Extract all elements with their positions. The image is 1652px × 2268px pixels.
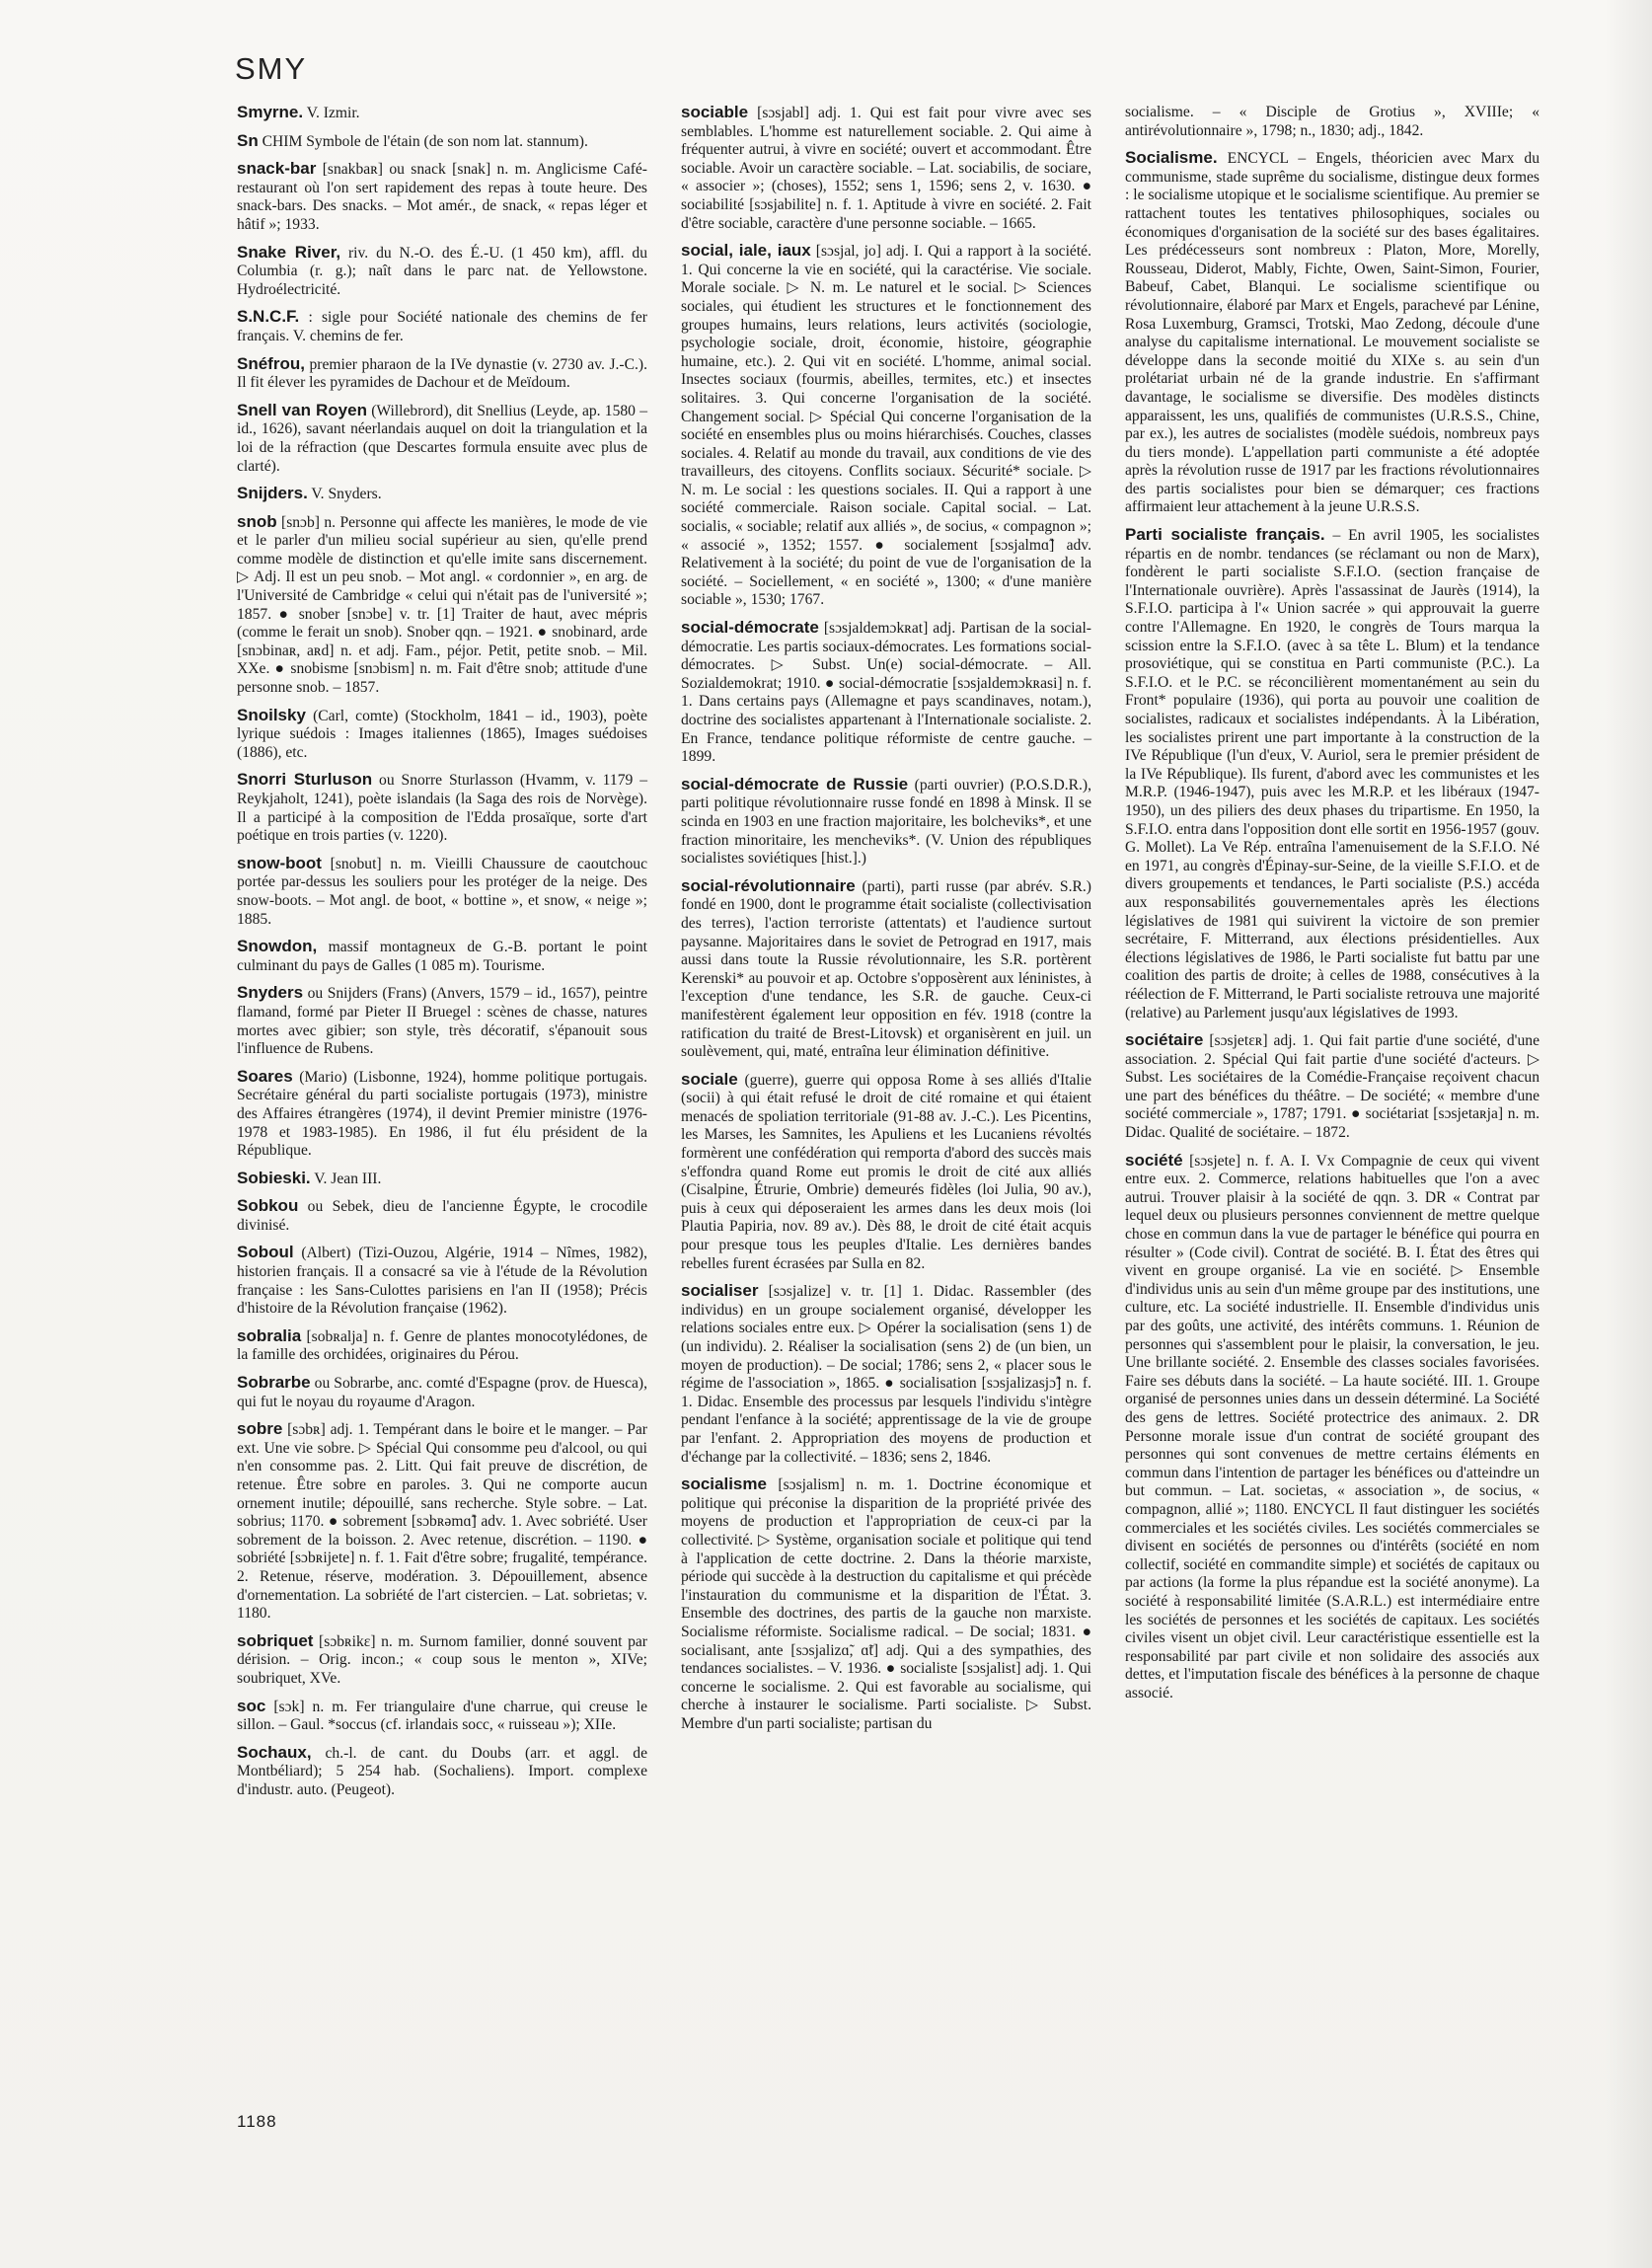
column-3 xyxy=(1125,104,1539,1711)
definition: premier pharaon de la IVe dynastie (v. 2730 av. J.-C.). Il fit élever les pyramides de Dachour et de Meïdoum. xyxy=(237,355,647,392)
dictionary-entry xyxy=(681,877,1091,1062)
dictionary-entry xyxy=(237,1068,647,1161)
headword: S.N.C.F. xyxy=(237,307,300,327)
headword: sobre xyxy=(237,1419,283,1439)
headword: social, iale, iaux xyxy=(681,241,811,261)
definition: [sɔsjete] n. f. A. I. Vx Compagnie de ceux qui vivent entre eux. 2. Commerce, relations habituelles que l'on a avec autrui. Trouver plaisir à la société de qqn. 3. DR « Contrat par lequel deux ou plusieurs personnes conviennent de mettre quelque chose en commun dans la vue de partager le bénéfice qui pourra en résulter » (Code civil). Contrat de société. B. I. État des êtres qui vivent en groupe organisé. La vie en société. ▷ Ensemble d'individus unis au sein d'un même groupe par des institutions, une culture, etc. La société industrielle. II. Ensemble d'individus unis par des goûts, une activité, des intérêts communs. 1. Réunion de personnes qui s'assemblent pour le plaisir, la conversation, le jeu. Une brillante société. 2. Ensemble des classes sociales favorisées. Faire ses débuts dans la société. – La haute société. III. 1. Groupe organisé de personnes unies dans un dessein déterminé. La Société des gens de lettres. Société protectrice des animaux. 2. DR Personne morale issue d'un contrat de société groupant des personnes qui sont convenues de mettre certains éléments en commun dans l'intention de partager les bénéfices ou d'atteindre un but commun. – Lat. societas, « association », de socius, « compagnon, allié »; 1180. ENCYCL Il faut distinguer les sociétés commerciales et les sociétés civiles. Les sociétés commerciales se divisent en sociétés de personnes ou d'intérêts (société en nom collectif, société en commandite simple) et sociétés de capitaux ou par actions (la forme la plus répandue est la société anonyme). La société à responsabilité limitée (S.A.R.L.) est intermédiaire entre les sociétés de personnes et les sociétés de capitaux. Les sociétés civiles visent un objet civil. Leur caractéristique essentielle est la responsabilité par part civile et non solidaire des associés aux dettes, et l'imputation fiscale des bénéfices à la personne de chaque associé. xyxy=(1125,1152,1539,1701)
dictionary-entry xyxy=(681,776,1091,869)
dictionary-entry xyxy=(237,771,647,845)
dictionary-entry xyxy=(681,104,1091,233)
headword: Snyders xyxy=(237,983,304,1003)
dictionary-entry xyxy=(237,513,647,698)
dictionary-entry xyxy=(237,855,647,929)
headword: socialiser xyxy=(681,1281,759,1301)
dictionary-entry xyxy=(237,1632,647,1689)
dictionary-entry xyxy=(237,1327,647,1365)
dictionary-entry xyxy=(237,1420,647,1624)
running-head: SMY xyxy=(235,51,308,86)
dictionary-entry xyxy=(237,707,647,763)
headword: Sobkou xyxy=(237,1196,299,1216)
definition: [sɔsjalize] v. tr. [1] 1. Didac. Rassembler (des individus) en un groupe socialement organisé, développer les relations sociales entre eux. ▷ Opérer la socialisation (sens 1) de (un individu). 2. Réaliser la socialisation (sens 2) de (un bien, un moyen de production). – De social; 1786; sens 2, « placer sous le régime de l'association », 1865. ● socialisation [sɔsjalizasjɔ̃] n. f. 1. Didac. Ensemble des processus par lesquels l'individu s'intègre pendant l'enfance à la société; apprentissage de la vie de groupe par l'enfant. 2. Appropriation des moyens de production et d'échange par la collectivité. – 1836; sens 2, 1846. xyxy=(681,1283,1091,1466)
dictionary-entry xyxy=(237,984,647,1058)
definition: massif montagneux de G.-B. portant le point culminant du pays de Galles (1 085 m). Tourisme. xyxy=(237,939,647,974)
dictionary-entry xyxy=(1125,104,1539,140)
definition: ENCYCL – Engels, théoricien avec Marx du communisme, stade suprême du socialisme, distingue deux formes : le socialisme utopique et le socialisme scientifique. Au premier se rattachent toutes les tentatives philosophiques, sociales ou économiques d'organisation de la société sur des bases égalitaires. Les prédécesseurs sont nombreux : Platon, More, Morelly, Rousseau, Diderot, Mably, Fichte, Owen, Saint-Simon, Fourier, Babeuf, Cabet, Blanqui. Le socialisme scientifique ou révolutionnaire, élaboré par Marx et Engels, parachevé par Lénine, Rosa Luxemburg, Gramsci, Trotski, Mao Zedong, découle d'une analyse du capitalisme international. Le mouvement socialiste se développe dans la seconde moitié du XIXe s. au sein d'un prolétariat urbain né de la grande industrie. En s'affirmant davantage, le socialisme se diversifie. Des modèles distincts apparaissent, les uns, qualifiés de communistes (U.R.S.S., Chine, par ex.), les autres de socialistes (modèle suédois, nombreux pays du tiers monde). L'appellation parti communiste a été adoptée après la révolution russe de 1917 par les fractions révolutionnaires des partis socialistes pour bien se démarquer; ces fractions affirmaient leur attachement à la jeune U.R.S.S. xyxy=(1125,150,1539,516)
definition: (parti), parti russe (par abrév. S.R.) fondé en 1900, dont le programme était socialiste (collectivisation des terres), l'action terroriste (attentats) et l'audience surtout paysanne. Majoritaires dans le soviet de Petrograd en 1917, mais aussi dans toute la Russie révolutionnaire, les S.R. portèrent Kerenski* au pouvoir et ap. Octobre s'opposèrent aux léninistes, à l'exception d'une tendance, les S.R. de gauche. Ceux-ci manifestèrent également leur opposition en fév. 1918 (contre la ratification du traité de Brest-Litovsk) et organisèrent en juil. un soulèvement, qui, maté, entraîna leur élimination définitive. xyxy=(681,877,1091,1061)
definition: (Willebrord), dit Snellius (Leyde, ap. 1580 – id., 1626), savant néerlandais auquel on doit la triangulation et la loi de la réfraction (que Descartes formula ensuite avec plus de clarté). xyxy=(237,402,647,475)
definition: socialisme. – « Disciple de Grotius », XVIIIe; « antirévolutionnaire », 1798; n., 1830; adj., 1842. xyxy=(1125,104,1539,139)
headword: Snowdon, xyxy=(237,937,318,956)
dictionary-entry xyxy=(1125,1152,1539,1703)
definition: (parti ouvrier) (P.O.S.D.R.), parti politique révolutionnaire russe fondé en 1898 à Minsk. Il se scinda en 1903 en une fraction majoritaire, les bolcheviks*, et une fraction minoritaire, les mencheviks*. (V. Union des républiques socialistes soviétiques [hist.].) xyxy=(681,776,1091,868)
dictionary-entry xyxy=(237,1197,647,1235)
headword: soc xyxy=(237,1696,266,1715)
column-1 xyxy=(237,104,647,1809)
definition: riv. du N.-O. des É.-U. (1 450 km), affl. du Columbia (r. g.); naît dans le parc nat. de Yellowstone. Hydroélectricité. xyxy=(237,244,648,298)
dictionary-entry xyxy=(681,1282,1091,1467)
definition: [sɔsjaldemɔkʀat] adj. Partisan de la social-démocratie. Les partis sociaux-démocrates. Les formations social-démocrates. ▷ Subst. Un(e) social-démocrate. – All. Sozialdemokrat; 1910. ● social-démocratie [sɔsjaldemɔkʀasi] n. f. 1. Dans certains pays (Allemagne et pays scandinaves, notam.), doctrine des socialistes appartenant à l'Internationale socialiste. 2. En France, tendance politique réformiste de centre gauche. – 1899. xyxy=(681,620,1091,766)
dictionary-entry xyxy=(681,1475,1091,1733)
headword: Snijders. xyxy=(237,484,308,503)
definition: (Carl, comte) (Stockholm, 1841 – id., 1903), poète lyrique suédois : Images italiennes (1865), Images suédoises (1886), etc. xyxy=(237,707,647,761)
definition: ou Sobrarbe, anc. comté d'Espagne (prov. de Huesca), qui fut le noyau du royaume d'Aragon. xyxy=(237,1375,647,1410)
headword: Snake River, xyxy=(237,242,341,262)
dictionary-entry xyxy=(237,132,647,152)
dictionary-entry xyxy=(237,1374,647,1411)
headword: snob xyxy=(237,511,277,531)
definition: [sobʀalja] n. f. Genre de plantes monocotylédones, de la famille des orchidées, originaires du Pérou. xyxy=(237,1327,647,1364)
definition: CHIM Symbole de l'étain (de son nom lat. stannum). xyxy=(258,132,588,150)
definition: – En avril 1905, les socialistes répartis en de nombr. tendances (se réclamant ou non de Marx), fondèrent le parti socialiste S.F.I.O. (section française de l'Internationale ouvrière). Après l'assassinat de Jaurès (1914), la S.F.I.O. participa à l'« Union sacrée » qui approuvait la guerre contre l'Allemagne. En 1920, le congrès de Tours marqua la scission entre la S.F.I.O. (avec à sa tête L. Blum) et la tendance prosoviétique, qui se constitua en Parti communiste (P.C.). La S.F.I.O. et le P.C. se réconcilièrent momentanément au sein du Front* populaire (1936), qui porta au pouvoir une coalition de socialistes, radicaux et socialistes indépendants. À la Libération, les socialistes prirent une part importante à la construction de la IVe République (l'un d'eux, V. Auriol, sera le premier président de la IVe République). Ils furent, d'abord avec les communistes et les M.R.P. (1946-1947), puis avec les M.R.P. et les libéraux (1947-1950), un des piliers des deux phases du tripartisme. En 1950, la S.F.I.O. entra dans l'opposition dont elle sortit en 1956-1957 (gouv. G. Mollet). La Ve Rép. entraîna l'amenuisement de la S.F.I.O. Né en 1971, au congrès d'Épinay-sur-Seine, de la vieille S.F.I.O. et de divers groupements et tendances, le Parti socialiste (P.S.) accéda aux responsabilités gouvernementales après les élections législatives de 1981 qui suivirent la victoire de son premier secrétaire, F. Mitterrand, aux élections présidentielles. Aux élections législatives de 1986, le Parti socialiste fut battu par une coalition des partis de droite; à celles de 1988, consécutives à la réélection de F. Mitterrand, le Parti socialiste retrouva une majorité (relative) au Parlement jusqu'aux législatives de 1993. xyxy=(1125,527,1539,1021)
dictionary-entry xyxy=(237,1170,647,1189)
page-number: 1188 xyxy=(237,2112,277,2131)
definition: V. Izmir. xyxy=(303,105,360,121)
column-2 xyxy=(681,104,1091,1742)
headword: snack-bar xyxy=(237,159,317,179)
dictionary-entry xyxy=(681,242,1091,610)
dictionary-entry xyxy=(237,160,647,234)
headword: Smyrne. xyxy=(237,103,304,121)
dictionary-entry xyxy=(237,244,647,300)
headword: social-démocrate xyxy=(681,618,819,638)
headword: Socialisme. xyxy=(1125,148,1218,168)
headword: Snell van Royen xyxy=(237,400,367,419)
headword: Snéfrou, xyxy=(237,353,305,373)
definition: [sɔk] n. m. Fer triangulaire d'une charrue, qui creuse le sillon. – Gaul. *soccus (cf. irlandais socc, « ruisseau »); XIIe. xyxy=(237,1698,647,1734)
definition: [snɔb] n. Personne qui affecte les manières, le mode de vie et le parler d'un milieu social supérieur au sien, qu'elle prend comme modèle de distinction et qu'elle imite sans discernement. ▷ Adj. Il est un peu snob. – Mot angl. « cordonnier », en arg. de l'Université de Cambridge « celui qui n'était pas de l'université »; 1857. ● snober [snɔbe] v. tr. [1] Traiter de haut, avec mépris (comme le ferait un snob). Snober qqn. – 1921. ● snobinard, arde [snɔbinaʀ, aʀd] n. et adj. Fam., péjor. Petit, petite snob. – Mil. XXe. ● snobisme [snɔbism] n. m. Fait d'être snob; attitude d'une personne snob. – 1857. xyxy=(237,513,647,697)
dictionary-entry xyxy=(237,938,647,975)
dictionary-entry xyxy=(1125,526,1539,1022)
dictionary-entry xyxy=(237,1744,647,1800)
definition: [sɔsjalism] n. m. 1. Doctrine économique et politique qui préconise la disparition de la propriété privée des moyens de production et l'appropriation de ceux-ci par la collectivité. ▷ Système, organisation sociale et politique qui tend à l'application de cette doctrine. 2. Dans la théorie marxiste, période qui succède à la destruction du capitalisme et qui précède l'instauration du communisme et la disparition de l'État. 3. Ensemble des doctrines, des partis de la gauche non marxiste. Socialisme réformiste. Socialisme radical. – De social; 1831. ● socialisant, ante [sɔsjalizɑ̃, ɑ̃t] adj. Qui a des sympathies, des tendances socialistes. – V. 1936. ● socialiste [sɔsjalist] adj. 1. Qui concerne le socialisme. 2. Qui est favorable au socialisme, qui cherche à instaurer le socialisme. Parti socialiste. ▷ Subst. Membre d'un parti socialiste; partisan du xyxy=(681,1476,1091,1732)
definition: [sɔsjal, jo] adj. I. Qui a rapport à la société. 1. Qui concerne la vie en société, qui la caractérise. Vie sociale. Morale sociale. ▷ N. m. Le naturel et le social. ▷ Sciences sociales, qui étudient les structures et le fonctionnement des groupes humains, leurs relations, leurs activités (sociologie, psychologie sociale, droit, économie, histoire, géographie humaine, etc.). 2. Qui vit en société. L'homme, animal social. Insectes sociaux (fourmis, abeilles, termites, etc.) et insectes solitaires. 3. Qui concerne l'organisation de la société. Changement social. ▷ Spécial Qui concerne l'organisation de la société en ensembles plus ou moins hiérarchisés. Couches, classes sociales. 4. Relatif au monde du travail, aux conditions de vie des travailleurs, des citoyens. Conflits sociaux. Sécurité* sociale. ▷ N. m. Le social : les questions sociales. II. Qui a rapport à une société commerciale. Raison sociale. Capital social. – Lat. socialis, « sociable; relatif aux alliés », de socius, « compagnon »; « associé », 1352; 1557. ● socialement [sɔsjalmɑ̃] adv. Relativement à la société; du point de vue de l'organisation de la société. – Sociellement, « en société », 1300; « d'une manière sociable », 1530; 1767. xyxy=(681,243,1091,609)
dictionary-entry xyxy=(237,402,647,476)
dictionary-entry xyxy=(681,1071,1091,1274)
dictionary-entry xyxy=(237,1698,647,1735)
definition: (Albert) (Tizi-Ouzou, Algérie, 1914 – Nîmes, 1982), historien français. Il a consacré sa vie à l'étude de la Révolution française : les Sans-Culottes parisiens en l'an II (1958); Précis d'histoire de la Révolution française (1962). xyxy=(237,1245,647,1318)
headword: Sobrarbe xyxy=(237,1373,311,1393)
dictionary-entry xyxy=(237,104,647,123)
definition: ou Snijders (Frans) (Anvers, 1579 – id., 1657), peintre flamand, formé par Pieter II Bruegel : scènes de chasse, natures mortes avec gibier; son style, très décoratif, s'épanouit sous l'influence de Rubens. xyxy=(237,985,647,1058)
dictionary-entry xyxy=(237,485,647,504)
definition: ch.-l. de cant. du Doubs (arr. et aggl. de Montbéliard); 5 254 hab. (Sochaliens). Import. complexe d'industr. auto. (Peugeot). xyxy=(237,1744,647,1798)
definition: V. Jean III. xyxy=(310,1170,382,1187)
dictionary-entry xyxy=(1125,149,1539,517)
definition: V. Snyders. xyxy=(307,486,382,503)
headword: Snoilsky xyxy=(237,705,306,724)
definition: [snobut] n. m. Vieilli Chaussure de caoutchouc portée par-dessus les souliers pour les protéger de la neige. Des snow-boots. – Mot angl. de boot, « bottine », et snow, « neige »; 1885. xyxy=(237,855,647,928)
headword: socialisme xyxy=(681,1474,767,1494)
definition: : sigle pour Société nationale des chemins de fer français. V. chemins de fer. xyxy=(237,309,647,344)
dictionary-entry xyxy=(237,308,647,345)
headword: Soares xyxy=(237,1066,293,1086)
page-edge-shadow xyxy=(1605,0,1652,2268)
definition: ou Sebek, dieu de l'ancienne Égypte, le crocodile divinisé. xyxy=(237,1198,647,1234)
headword: Snorri Sturluson xyxy=(237,770,373,790)
headword: Soboul xyxy=(237,1243,294,1262)
headword: sociable xyxy=(681,103,749,121)
headword: Sn xyxy=(237,130,259,150)
definition: (guerre), guerre qui opposa Rome à ses alliés d'Italie (socii) à qui était refusé le droit de cité romaine et qui étaient menacés de spoliation territoriale (91-88 av. J.-C.). Les Picentins, les Marses, les Samnites, les Apuliens et les Lucaniens révoltés formèrent une confédération qui remporta d'abord des succès mais s'effondra quand Rome eut promis le droit de cité aux alliés (Cisalpine, Étrurie, Ombrie) demeurés fidèles (loi Julia, 90 av.), puis à ceux qui déposeraient les armes dans les deux mois (loi Plautia Papiria, nov. 89 av.). Dès 88, le droit de cité était acquis pour presque tous les peuples d'Italie. Les dernières bandes rebelles furent écrasées par Sulla en 82. xyxy=(681,1071,1091,1272)
headword: Sochaux, xyxy=(237,1742,312,1762)
definition: [sɔbʀikɛ] n. m. Surnom familier, donné souvent par dérision. – Orig. incon.; « coup sous le menton », XIVe; soubriquet, XVe. xyxy=(237,1632,647,1687)
headword: sociétaire xyxy=(1125,1030,1204,1050)
headword: Sobieski. xyxy=(237,1168,311,1187)
definition: [snakbaʀ] ou snack [snak] n. m. Anglicisme Café-restaurant où l'on sert rapidement des repas à toute heure. Des snack-bars. Des snacks. – Mot amér., de snack, « repas léger et hâtif »; 1933. xyxy=(237,161,647,233)
definition: ou Snorre Sturlasson (Hvamm, v. 1179 – Reykjaholt, 1241), poète islandais (la Saga des rois de Norvège). Il a participé à la composition de l'Edda prosaïque, sorte d'art poétique en trois parties (v. 1220). xyxy=(237,772,647,845)
headword: sobriquet xyxy=(237,1630,314,1650)
dictionary-entry xyxy=(681,619,1091,767)
headword: société xyxy=(1125,1150,1183,1170)
definition: [sɔsjabl] adj. 1. Qui est fait pour vivre avec ses semblables. L'homme est naturellement sociable. 2. Qui aime à fréquenter autrui, à vivre en société; ouvert et accommodant. Être sociable. Avoir un caractère sociable. – Lat. sociabilis, de sociare, « associer »; (choses), 1552; sens 1, 1596; sens 2, v. 1630. ● sociabilité [sɔsjabilite] n. f. 1. Aptitude à vivre en société. 2. Fait d'être sociable, caractère d'une personne sociable. – 1665. xyxy=(681,105,1091,232)
definition: [sɔbʀ] adj. 1. Tempérant dans le boire et le manger. – Par ext. Une vie sobre. ▷ Spécial Qui consomme peu d'alcool, ou qui n'en consomme pas. 2. Litt. Qui fait preuve de discrétion, de retenue. Être sobre en paroles. 3. Qui ne comporte aucun ornement inutile; dépouillé, sans recherche. Style sobre. – Lat. sobrius; 1170. ● sobrement [sɔbʀəmɑ̃] adv. 1. Avec sobriété. User sobrement de la boisson. 2. Avec retenue, discrétion. – 1190. ● sobriété [sɔbʀijete] n. f. 1. Fait d'être sobre; frugalité, tempérance. 2. Retenue, réserve, modération. 3. Dépouillement, absence d'ornementation. La sobriété de l'art cistercien. – Lat. sobrietas; v. 1180. xyxy=(237,1421,647,1623)
dictionary-entry xyxy=(237,1244,647,1318)
definition: [sɔsjetɛʀ] adj. 1. Qui fait partie d'une société, d'une association. 2. Spécial Qui fait partie d'une société d'acteurs. ▷ Subst. Les sociétaires de la Comédie-Française reçoivent chacun une part des bénéfices du théâtre. – De société; « membre d'une société commerciale », 1787; 1791. ● sociétariat [sɔsjetaʀja] n. m. Didac. Qualité de sociétaire. – 1872. xyxy=(1125,1032,1539,1142)
definition: (Mario) (Lisbonne, 1924), homme politique portugais. Secrétaire général du parti socialiste portugais (1973), ministre des Affaires étrangères (1974), il devint Premier ministre (1976-1978 et 1983-1985). En 1986, il fut élu président de la République. xyxy=(237,1068,647,1160)
headword: sobralia xyxy=(237,1325,302,1345)
headword: snow-boot xyxy=(237,853,322,872)
dictionary-entry xyxy=(237,355,647,393)
headword: sociale xyxy=(681,1069,738,1089)
headword: social-révolutionnaire xyxy=(681,875,856,895)
headword: Parti socialiste français. xyxy=(1125,525,1325,545)
headword: social-démocrate de Russie xyxy=(681,774,909,794)
dictionary-entry xyxy=(1125,1031,1539,1143)
